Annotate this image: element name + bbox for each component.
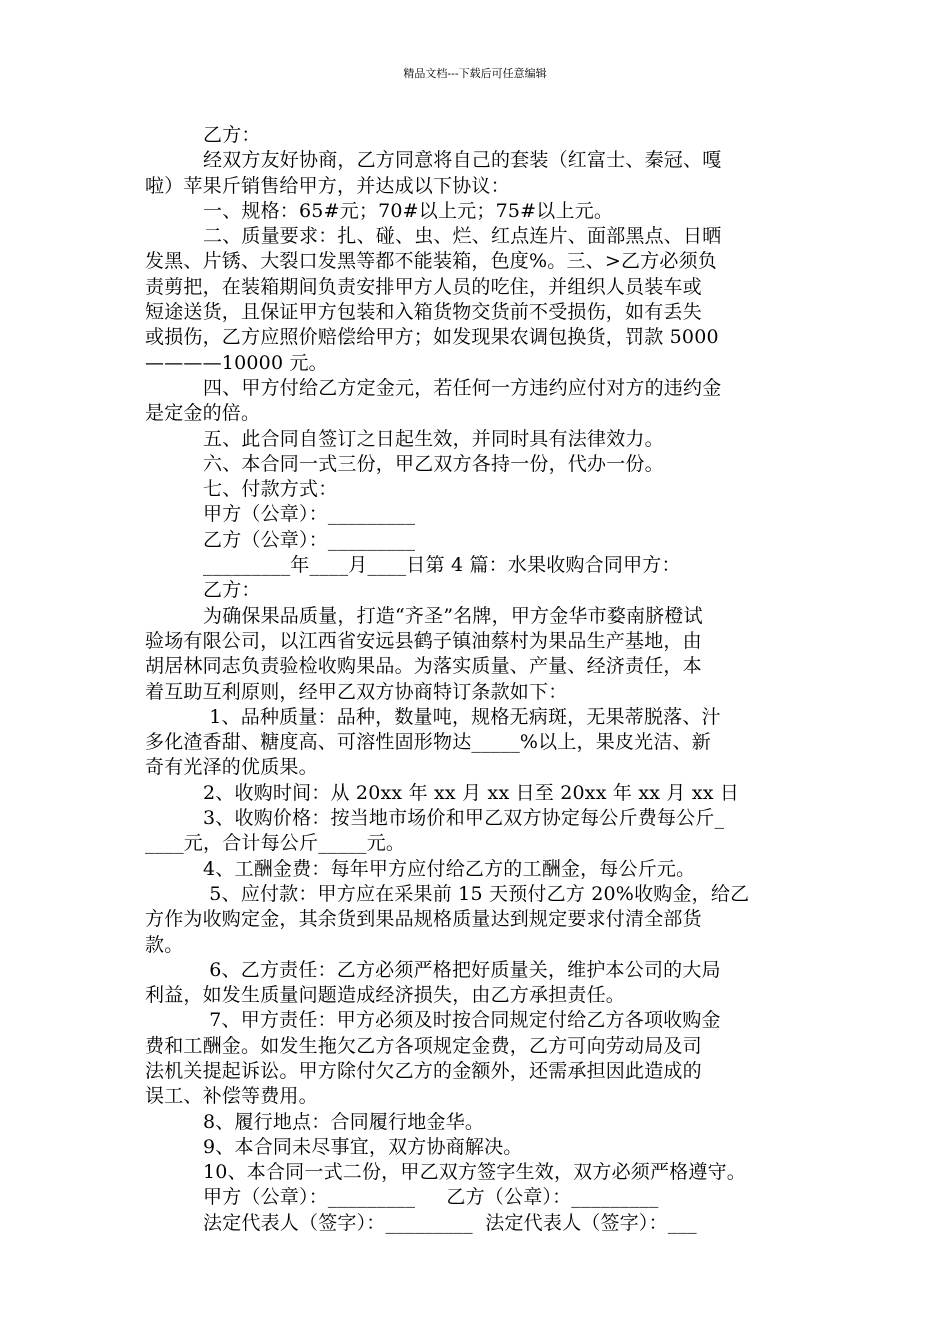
text-line: 胡居林同志负责验检收购果品。为落实质量、产量、经济责任，本 (145, 655, 702, 678)
text-line: 误工、补偿等费用。 (145, 1085, 318, 1108)
text-line: 责剪把，在装箱期间负责安排甲方人员的吃住，并组织人员装车或 (145, 275, 702, 298)
text-line: 五、此合同自签订之日起生效，并同时具有法律效力。 (203, 427, 664, 450)
text-line: 短途送货，且保证甲方包装和入箱货物交货前不受损伤，如有丢失 (145, 301, 702, 324)
text-line: ____元，合计每公斤_____元。 (145, 832, 406, 855)
text-line: 四、甲方付给乙方定金元，若任何一方违约应付对方的违约金 (203, 376, 722, 399)
text-line: _________年____月____日第 4 篇：水果收购合同甲方： (203, 554, 681, 577)
text-line: 2、收购时间：从 20xx 年 xx 月 xx 日至 20xx 年 xx 月 xx 日 (203, 781, 740, 804)
text-line: 方作为收购定金，其余货到果品规格质量达到规定要求付清全部货 (145, 908, 702, 931)
text-line: 六、本合同一式三份，甲乙双方各持一份，代办一份。 (203, 452, 664, 475)
text-line: 5、应付款：甲方应在采果前 15 天预付乙方 20%收购金，给乙 (203, 882, 750, 905)
text-line: 费和工酬金。如发生拖欠乙方各项规定金费，乙方可向劳动局及司 (145, 1034, 702, 1057)
text-line: 甲方（公章）：_________ 乙方（公章）：_________ (203, 1186, 659, 1209)
text-line: 是定金的倍。 (145, 402, 261, 425)
page-header: 精品文档---下载后可任意编辑 (403, 67, 547, 80)
document-body (145, 123, 813, 1236)
text-line: 多化渣香甜、糖度高、可溶性固形物达_____%以上，果皮光洁、新 (145, 731, 711, 754)
text-line: 为确保果品质量，打造“齐圣”名牌，甲方金华市婺南脐橙试 (203, 604, 703, 627)
text-line: 3、收购价格：按当地市场价和甲乙双方协定每公斤费每公斤_ (203, 807, 725, 830)
text-line: 啦）苹果斤销售给甲方，并达成以下协议： (145, 174, 510, 197)
text-line: 验场有限公司，以江西省安远县鹤子镇油蔡村为果品生产基地，由 (145, 629, 702, 652)
text-line: 乙方： (203, 579, 261, 602)
text-line: 1、品种质量：品种，数量吨，规格无病斑，无果蒂脱落、汁 (203, 705, 721, 728)
text-line: 款。 (145, 933, 184, 956)
text-line: 七、付款方式： (203, 478, 338, 501)
text-line: 8、履行地点：合同履行地金华。 (203, 1110, 485, 1133)
text-line: 甲方（公章）：_________ (203, 503, 416, 526)
text-line: 经双方友好协商，乙方同意将自己的套装（红富士、秦冠、嘎 (203, 149, 722, 172)
text-line: 10、本合同一式二份，甲乙双方签字生效，双方必须严格遵守。 (203, 1161, 746, 1184)
text-line: 着互助互利原则，经甲乙双方协商特订条款如下： (145, 680, 568, 703)
text-line: 奇有光泽的优质果。 (145, 756, 318, 779)
text-line: 发黑、片锈、大裂口发黑等都不能装箱，色度%。三、>乙方必须负 (145, 250, 717, 273)
text-line: 利益，如发生质量问题造成经济损失，由乙方承担责任。 (145, 984, 626, 1007)
text-line: 乙方： (203, 124, 261, 146)
text-line: 9、本合同未尽事宜，双方协商解决。 (203, 1135, 523, 1158)
text-line: ————10000 元。 (145, 351, 328, 374)
text-line: 6、乙方责任：乙方必须严格把好质量关，维护本公司的大局 (203, 958, 721, 981)
text-line: 一、规格：65#元；70#以上元；75#以上元。 (203, 199, 614, 222)
text-line: 乙方（公章）：_________ (203, 528, 416, 551)
text-line: 或损伤，乙方应照价赔偿给甲方；如发现果农调包换货，罚款 5000 (145, 326, 719, 349)
text-line: 二、质量要求：扎、碰、虫、烂、红点连片、面部黑点、日晒 (203, 225, 722, 248)
text-line: 4、工酬金费：每年甲方应付给乙方的工酬金，每公斤元。 (203, 857, 696, 880)
text-line: 7、甲方责任：甲方必须及时按合同规定付给乙方各项收购金 (203, 1009, 721, 1032)
text-line: 法机关提起诉讼。甲方除付欠乙方的金额外，还需承担因此造成的 (145, 1059, 702, 1082)
text-line: 法定代表人（签字）：_________ 法定代表人（签字）：___ (203, 1211, 697, 1234)
